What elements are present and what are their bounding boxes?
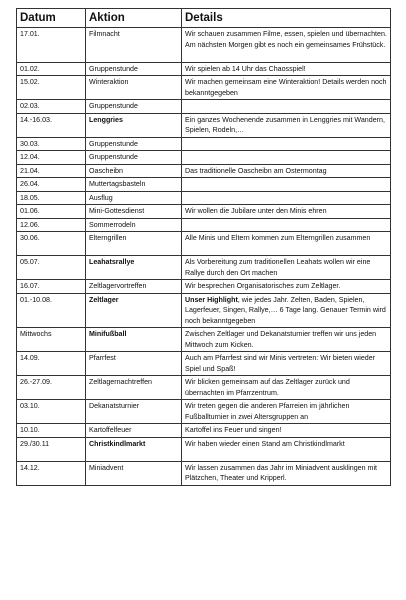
row-date: 14.-16.03. (17, 113, 86, 137)
row-action: Minifußball (86, 328, 182, 352)
row-details (182, 137, 391, 151)
table-row (17, 218, 391, 232)
row-details: Wir lassen zusammen das Jahr im Miniadvent ausklingen mit Plätzchen, Theater und Kripperl. (182, 461, 391, 485)
row-details (182, 100, 391, 114)
row-action: Zeltlagervortreffen (86, 280, 182, 294)
table-row (17, 232, 391, 256)
row-details: Wir machen gemeinsam eine Winteraktion! Details werden noch bekanntgegeben (182, 76, 391, 100)
row-details (182, 178, 391, 192)
table-row (17, 164, 391, 178)
table-row (17, 151, 391, 165)
table-row (17, 178, 391, 192)
schedule-table (16, 8, 391, 486)
row-action: Zeltlager (86, 293, 182, 328)
row-date: 17.01. (17, 28, 86, 63)
row-action: Elterngrillen (86, 232, 182, 256)
row-details: Zwischen Zeltlager und Dekanatsturnier treffen wir uns jeden Mittwoch zum Kicken. (182, 328, 391, 352)
table-row (17, 437, 391, 461)
row-action: Dekanatsturnier (86, 400, 182, 424)
row-date: 02.03. (17, 100, 86, 114)
row-date: 26.04. (17, 178, 86, 192)
table-row (17, 352, 391, 376)
row-details: Wir wollen die Jubilare unter den Minis ehren (182, 205, 391, 219)
row-action: Mini-Gottesdienst (86, 205, 182, 219)
row-date: 26.-27.09. (17, 376, 86, 400)
table-row (17, 100, 391, 114)
table-row (17, 76, 391, 100)
row-details-highlight: Unser Highlight (185, 295, 238, 304)
table-row (17, 256, 391, 280)
table-row (17, 28, 391, 63)
row-action: Kartoffelfeuer (86, 424, 182, 438)
table-row (17, 424, 391, 438)
schedule-rows (17, 28, 391, 486)
table-row (17, 376, 391, 400)
row-date: 10.10. (17, 424, 86, 438)
table-row (17, 328, 391, 352)
row-action: Miniadvent (86, 461, 182, 485)
row-details (182, 293, 391, 328)
row-details: Das traditionelle Oascheibn am Ostermontag (182, 164, 391, 178)
row-date: 12.04. (17, 151, 86, 165)
row-details: Kartoffel ins Feuer und singen! (182, 424, 391, 438)
row-details (182, 191, 391, 205)
row-details: Wir spielen ab 14 Uhr das Chaosspiel! (182, 62, 391, 76)
row-date: 01.06. (17, 205, 86, 219)
row-date: 29./30.11 (17, 437, 86, 461)
table-row (17, 461, 391, 485)
row-action: Leahatsrallye (86, 256, 182, 280)
row-action: Pfarrfest (86, 352, 182, 376)
row-action: Zeltlagernachtreffen (86, 376, 182, 400)
row-action: Muttertagsbasteln (86, 178, 182, 192)
header-details: Details (182, 9, 391, 28)
table-row (17, 137, 391, 151)
row-date: 14.12. (17, 461, 86, 485)
row-action: Sommerrodeln (86, 218, 182, 232)
table-row (17, 113, 391, 137)
row-action: Gruppenstunde (86, 100, 182, 114)
row-details: Wir treten gegen die anderen Pfarreien im jährlichen Fußballturnier in zwei Altersgruppen an (182, 400, 391, 424)
table-row (17, 62, 391, 76)
row-details: Auch am Pfarrfest sind wir Minis vertreten: Wir bieten wieder Spiel und Spaß! (182, 352, 391, 376)
row-action: Ausflug (86, 191, 182, 205)
row-details: Wir besprechen Organisatorisches zum Zeltlager. (182, 280, 391, 294)
row-action: Christkindlmarkt (86, 437, 182, 461)
row-action: Winteraktion (86, 76, 182, 100)
row-date: 01.-10.08. (17, 293, 86, 328)
row-details: Wir blicken gemeinsam auf das Zeltlager zurück und übernachten im Pfarrzentrum. (182, 376, 391, 400)
row-date: 15.02. (17, 76, 86, 100)
row-action: Gruppenstunde (86, 137, 182, 151)
row-details (182, 151, 391, 165)
header-date: Datum (17, 9, 86, 28)
row-date: 12.06. (17, 218, 86, 232)
row-details: Alle Minis und Eltern kommen zum Elterngrillen zusammen (182, 232, 391, 256)
row-details: Wir haben wieder einen Stand am Christkindlmarkt (182, 437, 391, 461)
row-date: Mittwochs (17, 328, 86, 352)
row-date: 18.05. (17, 191, 86, 205)
row-details-text: , wie jedes Jahr. Zelten, Baden, Spielen, Lagerfeuer, Singen, Rallye,… 6 Tage lang. Genauer Termin wird noch bekanntgegeben (185, 295, 386, 325)
table-row (17, 400, 391, 424)
row-date: 03.10. (17, 400, 86, 424)
row-date: 14.09. (17, 352, 86, 376)
row-date: 30.03. (17, 137, 86, 151)
table-row (17, 280, 391, 294)
row-details (182, 218, 391, 232)
row-details: Ein ganzes Wochenende zusammen in Lenggries mit Wandern, Spielen, Rodeln,… (182, 113, 391, 137)
table-header-row (17, 9, 391, 28)
table-row (17, 191, 391, 205)
row-action: Oascheibn (86, 164, 182, 178)
row-action: Lenggries (86, 113, 182, 137)
table-row (17, 205, 391, 219)
row-action: Gruppenstunde (86, 62, 182, 76)
row-action: Gruppenstunde (86, 151, 182, 165)
table-row (17, 293, 391, 328)
row-date: 01.02. (17, 62, 86, 76)
row-details: Wir schauen zusammen Filme, essen, spielen und übernachten. Am nächsten Morgen gibt es noch ein gemeinsames Frühstück. (182, 28, 391, 63)
row-date: 30.06. (17, 232, 86, 256)
row-date: 05.07. (17, 256, 86, 280)
row-details: Als Vorbereitung zum traditionellen Leahats wollen wir eine Rallye durch den Ort machen (182, 256, 391, 280)
header-action: Aktion (86, 9, 182, 28)
row-action: Filmnacht (86, 28, 182, 63)
row-date: 21.04. (17, 164, 86, 178)
row-date: 16.07. (17, 280, 86, 294)
